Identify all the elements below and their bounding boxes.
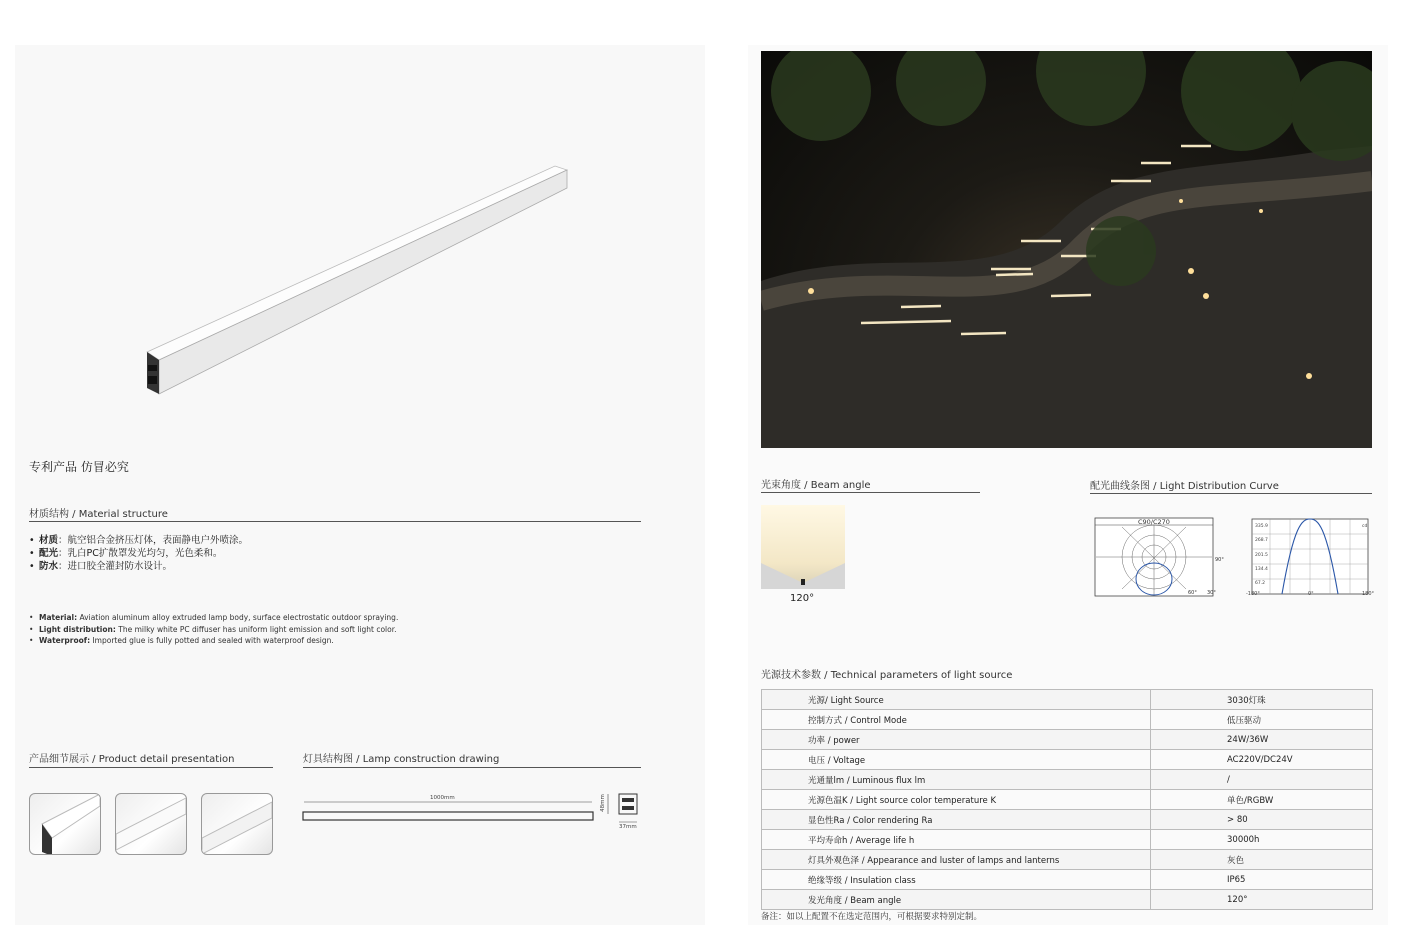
- polar-60-label: 60°: [1188, 590, 1197, 596]
- list-item: • Light distribution: The milky white PC diffuser has uniform light emission and soft light color.: [29, 624, 398, 636]
- table-row: 光通量lm / Luminous flux lm /: [762, 770, 1373, 790]
- polar-30-label: 30°: [1207, 590, 1216, 596]
- params-title: 光源技术参数 / Technical parameters of light source: [761, 670, 1013, 681]
- detail-thumbnail-1: [29, 793, 101, 855]
- table-row: 显色性Ra / Color rendering Ra > 80: [762, 810, 1373, 830]
- table-row: 功率 / power 24W/36W: [762, 730, 1373, 750]
- list-item: • 配光：乳白PC扩散罩发光均匀，光色柔和。: [29, 547, 248, 560]
- detail-body-icon: [116, 794, 186, 854]
- params-note: 备注：如以上配置不在选定范围内，可根据要求特别定制。: [761, 912, 983, 922]
- detail-end-cap-icon: [30, 794, 100, 854]
- beam-angle-title: 光束角度 / Beam angle: [761, 480, 871, 491]
- params-table: [761, 689, 1373, 910]
- detail-thumbnail-3: [201, 793, 273, 855]
- table-row: 控制方式 / Control Mode 低压驱动: [762, 710, 1373, 730]
- slogan: 专利产品 仿冒必究: [29, 460, 129, 474]
- table-row: 光源色温K / Light source color temperature K 单色/RGBW: [762, 790, 1373, 810]
- detail-rule: [29, 767, 273, 768]
- table-row: 绝缘等级 / Insulation class IP65: [762, 870, 1373, 890]
- material-title: 材质结构 / Material structure: [29, 509, 168, 520]
- list-item: • Waterproof: Imported glue is fully potted and sealed with waterproof design.: [29, 635, 398, 647]
- list-item: • Material: Aviation aluminum alloy extruded lamp body, surface electrostatic outdoor spraying.: [29, 612, 398, 624]
- y-tick-5: 67.2: [1255, 581, 1266, 586]
- detail-title: 产品细节展示 / Product detail presentation: [29, 754, 235, 765]
- drawing-height-label: 48mm: [599, 794, 606, 812]
- drawing-length-label: 1000mm: [430, 795, 455, 801]
- x-tick-right: 180°: [1362, 591, 1375, 597]
- material-en-list: [29, 612, 398, 647]
- detail-diffuser-icon: [202, 794, 272, 854]
- beam-angle-rule: [761, 492, 980, 493]
- x-tick-left: -180°: [1246, 591, 1260, 597]
- application-photo: [761, 51, 1372, 448]
- detail-thumbnail-2: [115, 793, 187, 855]
- cd-label: cd: [1362, 524, 1368, 529]
- table-row: 光源/ Light Source 3030灯珠: [762, 690, 1373, 710]
- table-row: 电压 / Voltage AC220V/DC24V: [762, 750, 1373, 770]
- y-tick-2: 268.7: [1255, 538, 1268, 543]
- list-item: • 防水：进口胶全灌封防水设计。: [29, 560, 248, 573]
- drawing-width-label: 37mm: [619, 824, 637, 830]
- y-tick-4: 134.4: [1255, 567, 1268, 572]
- drawing-rule: [303, 767, 641, 768]
- curve-title: 配光曲线条图 / Light Distribution Curve: [1090, 481, 1279, 492]
- construction-drawing: [300, 788, 645, 833]
- beam-angle-value: 120°: [790, 593, 815, 604]
- beam-cone-icon: [761, 505, 845, 589]
- beam-angle-image: [761, 505, 845, 589]
- table-row: 平均寿命h / Average life h 30000h: [762, 830, 1373, 850]
- polar-label: C90/C270: [1138, 518, 1170, 526]
- material-cn-list: [29, 534, 248, 573]
- polar-90-label: 90°: [1215, 557, 1224, 563]
- list-item: • 材质：航空铝合金挤压灯体，表面静电户外喷涂。: [29, 534, 248, 547]
- polar-curve-chart: [1094, 517, 1224, 599]
- material-rule: [29, 521, 641, 522]
- cartesian-curve-chart: [1250, 517, 1374, 597]
- drawing-title: 灯具结构图 / Lamp construction drawing: [303, 754, 500, 765]
- curve-rule: [1090, 493, 1372, 494]
- table-row: 灯具外观色泽 / Appearance and luster of lamps and lanterns 灰色: [762, 850, 1373, 870]
- y-tick-3: 201.5: [1255, 553, 1268, 558]
- y-tick-1: 335.9: [1255, 524, 1268, 529]
- table-row: 发光角度 / Beam angle 120°: [762, 890, 1373, 910]
- x-tick-mid: 0°: [1308, 591, 1314, 597]
- product-image: [135, 160, 575, 405]
